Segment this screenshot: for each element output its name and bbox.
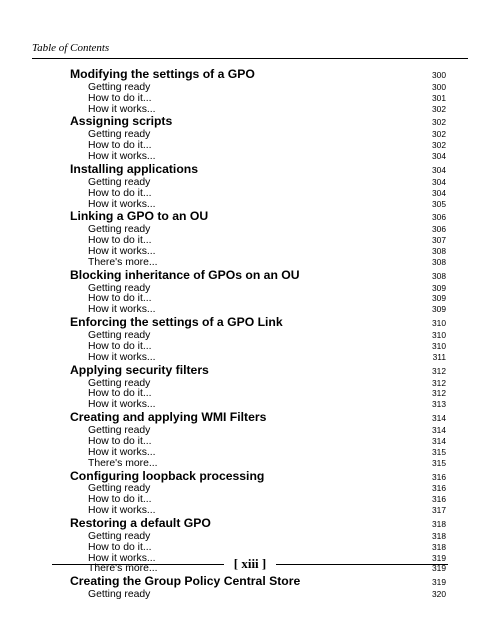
toc-entry-page: 312 (432, 365, 446, 376)
toc-subentry[interactable] (70, 352, 446, 363)
toc-entry-title: Configuring loopback processing (70, 468, 265, 483)
toc-list (70, 67, 446, 600)
toc-entry-title: How it works... (88, 399, 156, 411)
toc-subentry[interactable] (70, 151, 446, 162)
toc-entry-title: How to do it... (88, 92, 152, 104)
toc-entry-page: 318 (432, 519, 446, 529)
toc-entry-title: Getting ready (88, 224, 151, 236)
toc-entry-title: How it works... (88, 198, 156, 210)
toc-entry-page: 308 (432, 245, 446, 256)
toc-entry-title: Getting ready (88, 282, 151, 294)
toc-entry-page: 304 (432, 176, 446, 187)
toc-subentry[interactable] (70, 436, 446, 447)
toc-subentry[interactable] (70, 283, 446, 294)
toc-subentry[interactable] (70, 104, 446, 115)
toc-entry-title: Enforcing the settings of a GPO Link (70, 315, 283, 330)
toc-subentry[interactable] (70, 494, 446, 505)
toc-subentry[interactable] (70, 93, 446, 104)
toc-section-entry[interactable] (70, 574, 446, 589)
toc-entry-title: There's more... (88, 457, 158, 469)
toc-subentry[interactable] (70, 177, 446, 188)
toc-entry-title: How it works... (88, 351, 156, 363)
toc-section-entry[interactable] (70, 410, 446, 425)
toc-subentry[interactable] (70, 458, 446, 469)
toc-subentry[interactable] (70, 341, 446, 352)
footer-rule-left (52, 564, 224, 565)
toc-subentry[interactable] (70, 505, 446, 516)
toc-entry-title: How it works... (88, 446, 156, 458)
toc-entry-title: Getting ready (88, 483, 151, 495)
toc-section-entry[interactable] (70, 516, 446, 531)
toc-entry-title: Installing applications (70, 161, 198, 176)
toc-entry-page: 306 (432, 212, 446, 223)
toc-entry-page: 313 (432, 399, 446, 410)
toc-subentry[interactable] (70, 304, 446, 315)
toc-entry-page: 300 (432, 70, 446, 80)
toc-entry-title: How it works... (88, 151, 156, 163)
toc-entry-page: 314 (432, 435, 446, 446)
toc-subentry[interactable] (70, 82, 446, 93)
toc-entry-title: Restoring a default GPO (70, 516, 211, 530)
toc-entry-page: 318 (432, 530, 446, 541)
toc-entry-page: 309 (432, 304, 446, 315)
toc-entry-page: 317 (432, 505, 446, 516)
toc-subentry[interactable] (70, 388, 446, 399)
toc-entry-page: 316 (432, 494, 446, 505)
toc-subentry[interactable] (70, 330, 446, 341)
toc-entry-page: 316 (432, 483, 446, 494)
toc-entry-page: 312 (432, 377, 446, 388)
toc-entry-page: 308 (432, 256, 446, 267)
toc-entry-title: Applying security filters (70, 362, 209, 377)
toc-entry-title: How to do it... (88, 140, 152, 152)
toc-section-entry[interactable] (70, 162, 446, 177)
page-footer (52, 556, 448, 575)
toc-entry-page: 310 (432, 330, 446, 341)
toc-entry-title: How to do it... (88, 388, 152, 400)
toc-subentry[interactable] (70, 140, 446, 151)
toc-entry-title: How to do it... (88, 541, 152, 553)
toc-subentry[interactable] (70, 399, 446, 410)
toc-entry-title: There's more... (88, 256, 158, 268)
toc-entry-page: 304 (432, 187, 446, 198)
toc-subentry[interactable] (70, 246, 446, 257)
toc-entry-page: 311 (432, 351, 446, 362)
toc-subentry[interactable] (70, 589, 446, 600)
toc-entry-page: 304 (432, 164, 446, 175)
toc-entry-page: 302 (432, 117, 446, 128)
toc-entry-title: How it works... (88, 304, 156, 316)
toc-subentry[interactable] (70, 188, 446, 199)
toc-entry-title: Getting ready (88, 530, 151, 542)
running-header: Table of Contents (32, 42, 110, 54)
toc-subentry[interactable] (70, 531, 446, 542)
toc-section-entry[interactable] (70, 268, 446, 283)
toc-entry-page: 301 (432, 92, 446, 103)
page-number: [ xiii ] (233, 556, 267, 571)
toc-entry-title: How to do it... (88, 435, 152, 447)
toc-entry-title: Getting ready (88, 81, 151, 93)
toc-entry-title: How to do it... (88, 340, 152, 352)
toc-subentry[interactable] (70, 129, 446, 140)
toc-entry-page: 306 (432, 224, 446, 235)
header-rule (32, 58, 468, 59)
toc-entry-page: 300 (432, 81, 446, 92)
toc-entry-title: How it works... (88, 245, 156, 257)
toc-entry-page: 318 (432, 541, 446, 552)
toc-subentry[interactable] (70, 224, 446, 235)
toc-entry-title: Assigning scripts (70, 114, 173, 129)
toc-entry-page: 316 (432, 471, 446, 482)
toc-entry-page: 319 (432, 577, 446, 588)
toc-subentry[interactable] (70, 483, 446, 494)
toc-subentry[interactable] (70, 199, 446, 210)
toc-entry-page: 305 (432, 198, 446, 209)
toc-entry-page: 319 (432, 552, 446, 563)
toc-subentry[interactable] (70, 447, 446, 458)
toc-entry-page: 312 (432, 388, 446, 399)
toc-entry-title: How it works... (88, 505, 156, 517)
toc-entry-title: Getting ready (88, 377, 151, 389)
toc-entry-page: 308 (432, 270, 446, 281)
toc-entry-page: 314 (432, 413, 446, 424)
toc-entry-title: Blocking inheritance of GPOs on an OU (70, 267, 300, 282)
toc-entry-title: How to do it... (88, 494, 152, 506)
toc-entry-title: Linking a GPO to an OU (70, 209, 209, 224)
toc-entry-title: How to do it... (88, 235, 152, 247)
toc-entry-page: 310 (432, 318, 446, 329)
toc-entry-title: How to do it... (88, 293, 152, 305)
toc-section-entry[interactable] (70, 209, 446, 224)
toc-entry-page: 309 (432, 293, 446, 304)
toc-entry-title: Getting ready (88, 176, 151, 188)
toc-entry-page: 314 (432, 424, 446, 435)
toc-subentry[interactable] (70, 235, 446, 246)
toc-section-entry[interactable] (70, 315, 446, 330)
toc-subentry[interactable] (70, 293, 446, 304)
toc-entry-page: 315 (432, 446, 446, 457)
toc-entry-page: 302 (432, 129, 446, 140)
toc-entry-title: Getting ready (88, 589, 151, 601)
toc-subentry[interactable] (70, 542, 446, 553)
toc-entry-page: 302 (432, 140, 446, 151)
toc-entry-page: 310 (432, 340, 446, 351)
toc-entry-page: 307 (432, 235, 446, 246)
toc-subentry[interactable] (70, 378, 446, 389)
toc-entry-title: There's more... (88, 563, 158, 575)
toc-entry-title: Getting ready (88, 129, 151, 141)
toc-entry-title: How it works... (88, 552, 156, 564)
toc-entry-page: 309 (432, 282, 446, 293)
toc-entry-page: 315 (432, 457, 446, 468)
toc-section-entry[interactable] (70, 363, 446, 378)
toc-entry-page: 304 (432, 151, 446, 162)
toc-entry-title: How to do it... (88, 187, 152, 199)
toc-entry-title: Getting ready (88, 424, 151, 436)
toc-entry-page: 302 (432, 103, 446, 114)
toc-entry-title: Getting ready (88, 330, 151, 342)
toc-section-entry[interactable] (70, 469, 446, 484)
footer-rule-right (276, 564, 448, 565)
toc-entry-title: Creating and applying WMI Filters (70, 410, 267, 425)
toc-entry-title: How it works... (88, 103, 156, 115)
toc-entry-title: Creating the Group Policy Central Store (70, 574, 301, 589)
toc-section-entry[interactable] (70, 67, 446, 82)
toc-entry-title: Modifying the settings of a GPO (70, 67, 255, 81)
toc-subentry[interactable] (70, 425, 446, 436)
toc-entry-page: 320 (432, 589, 446, 600)
toc-entry-page: 319 (432, 563, 446, 574)
toc-section-entry[interactable] (70, 114, 446, 129)
toc-subentry[interactable] (70, 257, 446, 268)
